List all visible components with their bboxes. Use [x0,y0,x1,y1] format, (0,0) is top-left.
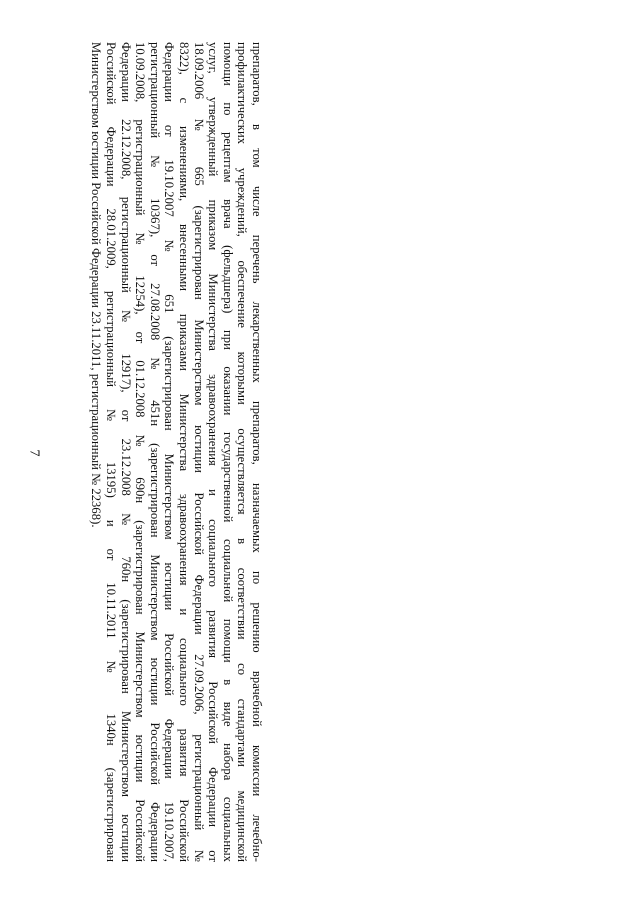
text-line: помощи по рецептам врача (фельдшера) при оказании государственной социальной помощи в виде набора социальных [220,42,235,862]
text-line: профилактических учреждений, обеспечение которыми осуществляется в соответствии со стандартами медицинской [235,42,250,862]
text-line: препаратов, в том числе перечень лекарственных препаратов, назначаемых по решению врачебной комиссии лечебно- [250,42,264,862]
text-line: Российской Федерации 28.01.2009, регистрационный № 13195) и от 10.11.2011 № 1340н (зарегистрирован [104,42,119,862]
text-line: 10.09.2008, регистрационный № 12254), от 01.12.2008 № 690н (зарегистрирован Министерством юстиции Российской [133,42,148,862]
text-line: Министерством юстиции Российской Федерации 23.11.2011, регистрационный № 22368). [89,42,104,528]
text-line: Федерации 22.12.2008, регистрационный № 12917), от 23.12.2008 № 760н (зарегистрирован Министерством юстиции [118,42,133,862]
text-line: 18.09.2006 № 665 (зарегистрирован Министерством юстиции Российской Федерации 27.09.2006, регистрационный № [191,42,206,862]
text-line: регистрационный № 10367), от 27.08.2008 № 451н (зарегистрирован Министерством юстиции Российской Федерации [147,42,162,862]
text-line: Федерации от 19.10.2007 № 651 (зарегистрирован Министерством юстиции Российской Федерации 19.10.2007, [162,42,177,862]
text-line: 8322), с изменениями, внесенными приказами Министерства здравоохранения и социального развития Российской [177,42,192,862]
text-line: услуг, утвержденный приказом Министерства здравоохранения и социального развития Российской Федерации от [206,42,221,862]
page-number: 7 [26,449,42,457]
document-body [64,42,264,862]
rotated-text-column [64,42,264,862]
